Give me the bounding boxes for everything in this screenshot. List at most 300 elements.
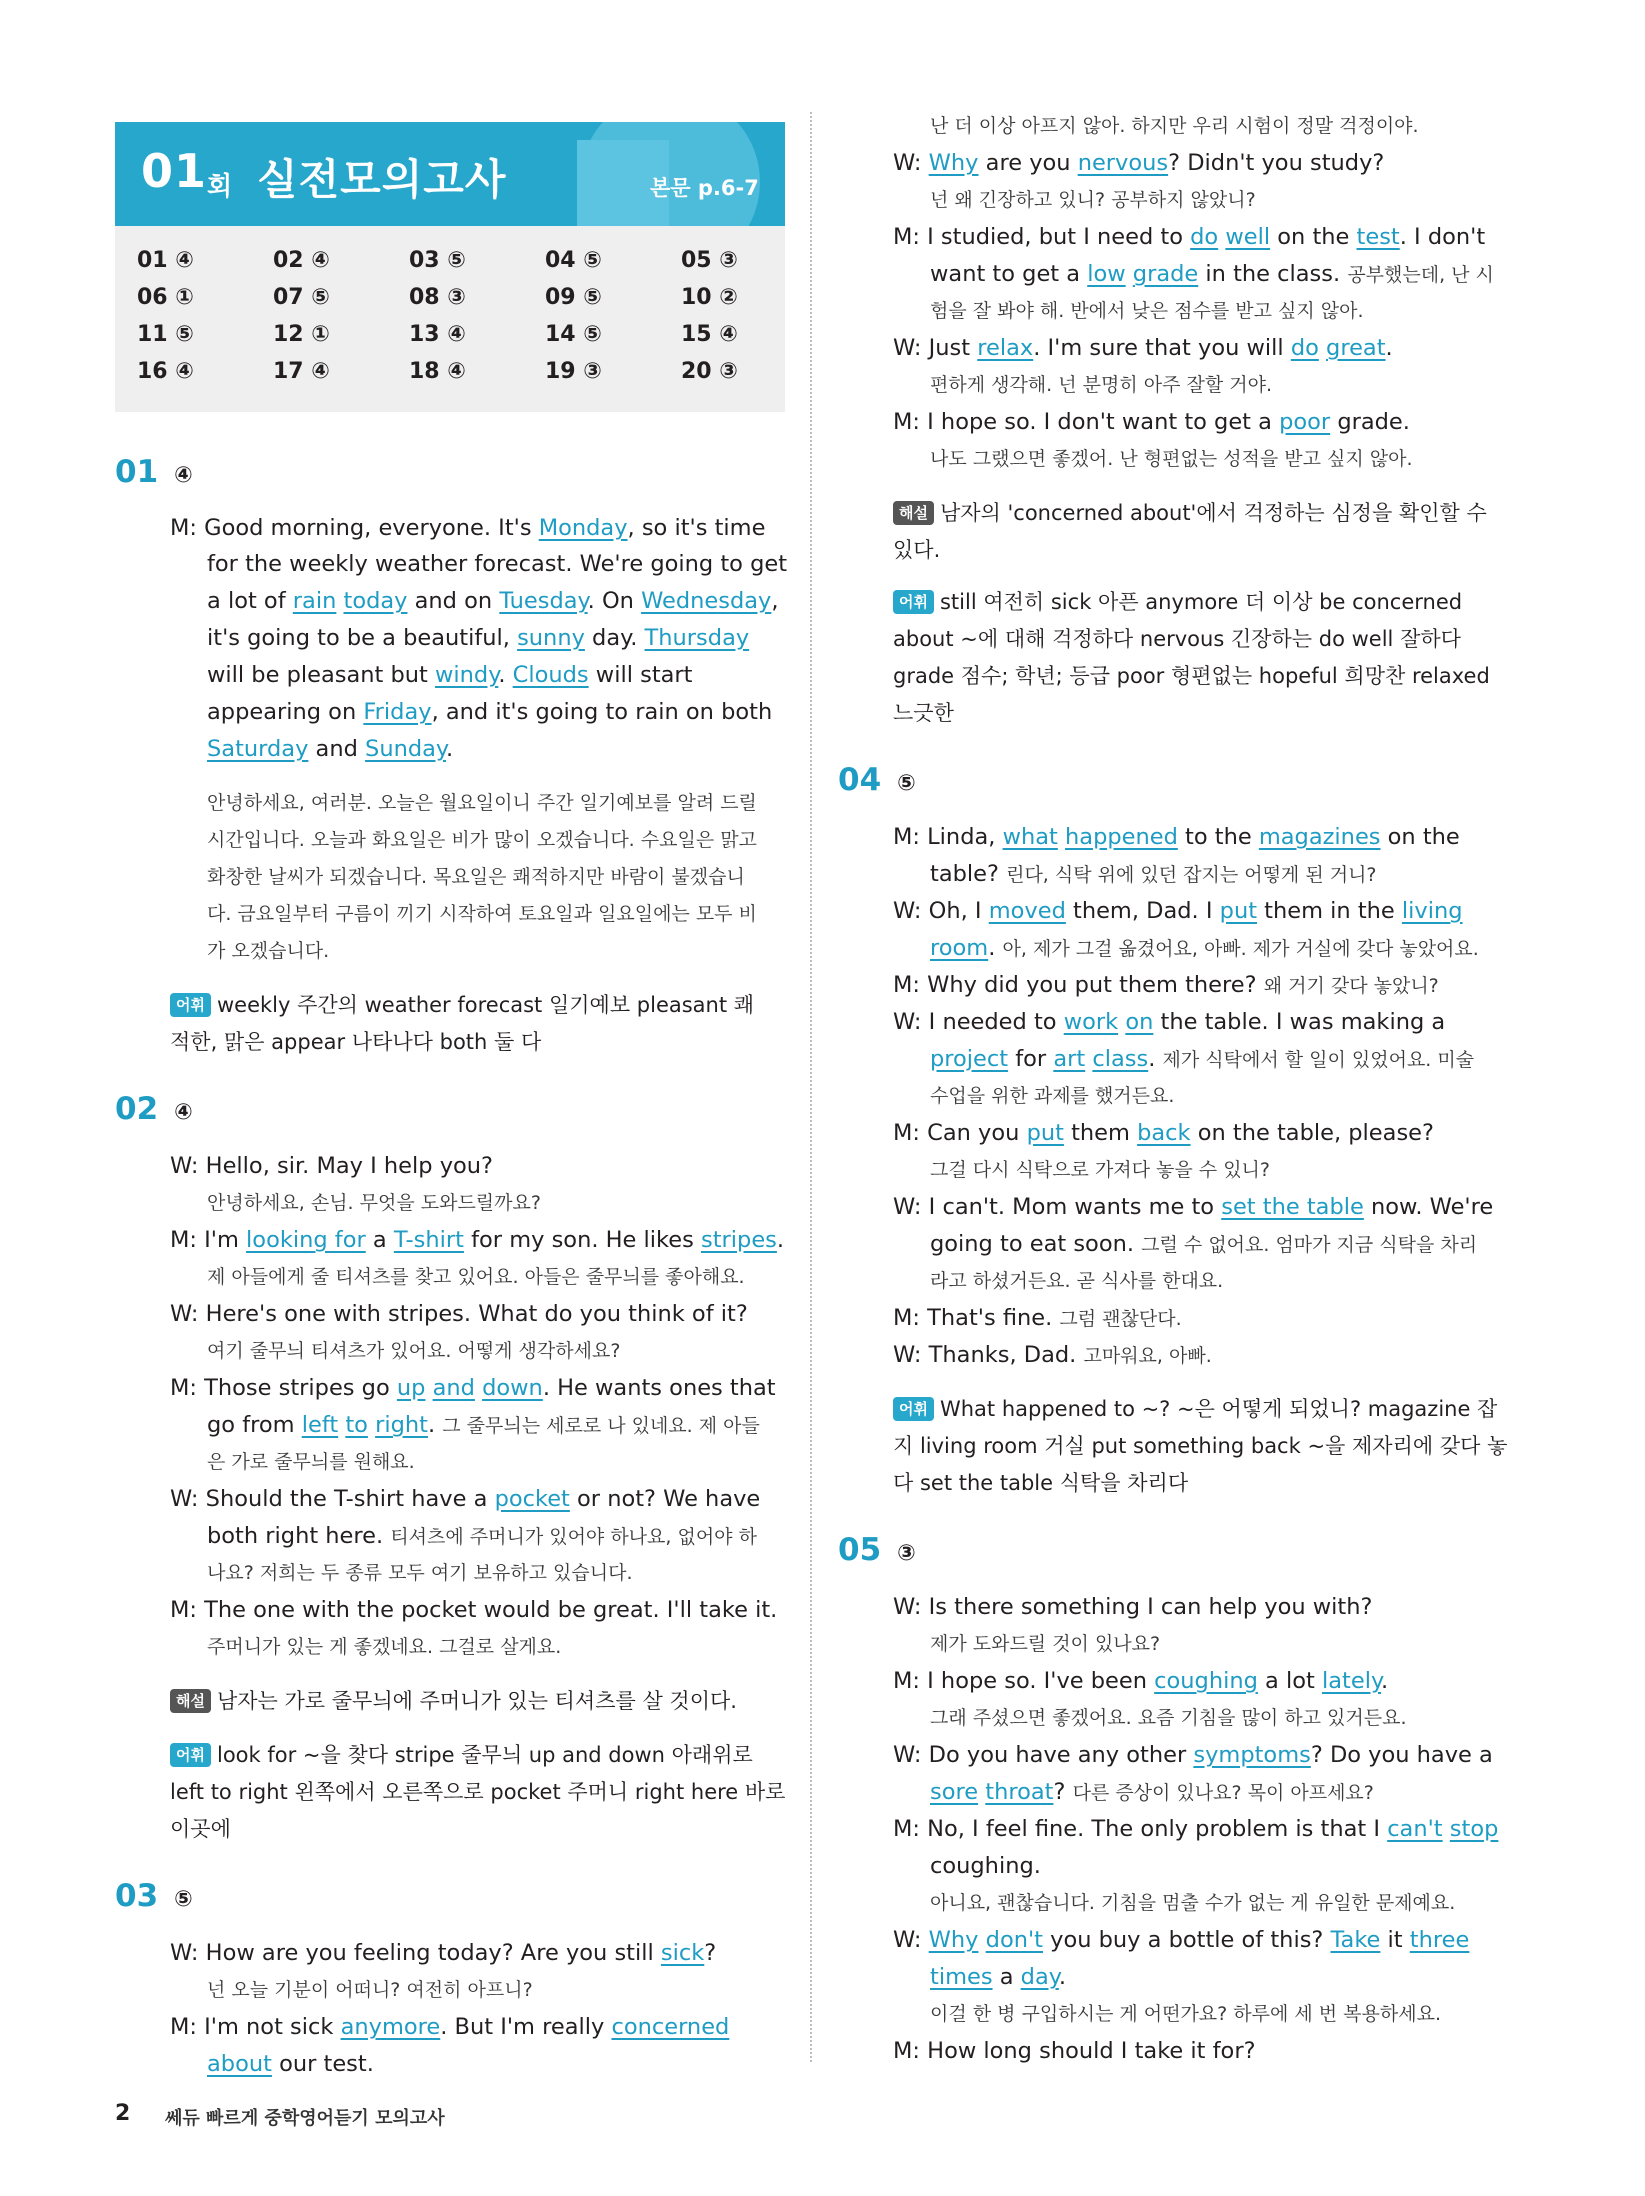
inline-translation: 아, 제가 그걸 옮겼어요, 아빠. 제가 거실에 갖다 놓았어요. — [1002, 938, 1479, 960]
script-line — [893, 893, 1463, 929]
keyword: put — [1219, 898, 1258, 924]
text-segment: M: I'm — [170, 1227, 247, 1253]
keyword: nervous — [1077, 150, 1169, 176]
script-line — [207, 546, 787, 582]
translation-line: 나도 그랬으면 좋겠어. 난 형편없는 성적을 받고 싶지 않아. — [930, 448, 1413, 470]
script-line — [207, 694, 772, 730]
keyword: and — [432, 1375, 475, 1401]
vocab-note: about ~에 대해 걱정하다 nervous 긴장하는 do well 잘하다 — [893, 627, 1461, 651]
script-line — [930, 1774, 1374, 1811]
text-segment: for — [1008, 1046, 1054, 1072]
vocab-tag: 어휘 — [893, 1397, 934, 1421]
answer-item: 14 ⑤ — [545, 322, 602, 347]
script-line — [207, 657, 693, 693]
script-line — [893, 145, 1384, 181]
explanation-note: 해설 남자는 가로 줄무늬에 주머니가 있는 티셔츠를 살 것이다. — [170, 1683, 737, 1719]
script-line — [893, 219, 1485, 255]
page-reference: 본문 p.6-7 — [650, 176, 759, 200]
test-title: 실전모의고사 — [257, 155, 507, 204]
keyword: Clouds — [512, 662, 589, 688]
text-segment: . — [776, 1227, 785, 1253]
answer-item: 11 ⑤ — [137, 322, 194, 347]
text-segment — [1443, 1816, 1450, 1842]
keyword: do — [1290, 335, 1319, 361]
text-segment: for the weekly weather forecast. We're going to get — [207, 551, 788, 577]
keyword: throat — [985, 1779, 1054, 1805]
inline-translation: 그 줄무늬는 세로로 나 있네요. 제 아들 — [442, 1415, 760, 1437]
text-segment: . — [1058, 1964, 1066, 1990]
text-segment: W: — [893, 1927, 929, 1953]
text-segment — [336, 588, 343, 614]
question-heading — [115, 1878, 193, 1914]
inline-translation: 그럴 수 없어요. 엄마가 지금 식탁을 차리 — [1141, 1234, 1478, 1256]
answer-item: 20 ③ — [681, 359, 738, 384]
text-segment: . I don't — [1399, 224, 1486, 250]
text-segment: W: I needed to — [893, 1009, 1064, 1035]
vocab-note: 어휘 What happened to ~? ~은 어떻게 되었니? magazine 잡 — [893, 1391, 1497, 1427]
keyword: work — [1063, 1009, 1119, 1035]
answer-item: 19 ③ — [545, 359, 602, 384]
vocab-note: left to right 왼쪽에서 오른쪽으로 pocket 주머니 right here 바로 — [170, 1780, 786, 1804]
keyword: looking for — [246, 1227, 366, 1253]
text-segment: and on — [407, 588, 500, 614]
keyword: can't — [1387, 1816, 1443, 1842]
vocab-tag: 어휘 — [170, 1743, 211, 1767]
text-segment: a — [365, 1227, 394, 1253]
keyword: coughing — [1154, 1668, 1258, 1694]
translation-line: 넌 왜 긴장하고 있니? 공부하지 않았니? — [930, 189, 1256, 211]
keyword: right — [375, 1412, 428, 1438]
script-line — [893, 1737, 1493, 1773]
text-segment: M: Those stripes go — [170, 1375, 397, 1401]
vocab-note: 적한, 맑은 appear 나타나다 both 둘 다 — [170, 1030, 542, 1054]
keyword: project — [930, 1046, 1009, 1072]
inline-translation: 제가 식탁에서 할 일이 있었어요. 미술 — [1162, 1049, 1475, 1071]
answer-item: 08 ③ — [409, 285, 466, 310]
text-segment — [979, 1927, 986, 1953]
text-segment: W: Hello, sir. May I help you? — [170, 1153, 493, 1179]
keyword: poor — [1279, 409, 1331, 435]
keyword: Monday — [538, 515, 628, 541]
keyword: room — [930, 935, 989, 961]
script-line — [893, 1189, 1493, 1225]
text-segment: for my son. He likes — [463, 1227, 701, 1253]
text-segment: on the table, please? — [1190, 1120, 1434, 1146]
text-segment: . On — [587, 588, 642, 614]
question-heading — [115, 1091, 193, 1127]
vocab-tag: 어휘 — [893, 590, 934, 614]
keyword: magazines — [1258, 824, 1381, 850]
vocab-note: 어휘 look for ~을 찾다 stripe 줄무늬 up and down 아래위로 — [170, 1737, 753, 1773]
keyword: low — [1087, 261, 1126, 287]
keyword: happened — [1065, 824, 1178, 850]
keyword: well — [1225, 224, 1271, 250]
text-segment: . — [1381, 1668, 1389, 1694]
text-segment: both right here. — [207, 1523, 391, 1549]
keyword: times — [930, 1964, 993, 1990]
keyword: put — [1026, 1120, 1064, 1146]
text-segment: go from — [207, 1412, 302, 1438]
text-segment: W: Just — [893, 335, 978, 361]
text-segment: or not? We have — [569, 1486, 761, 1512]
script-line — [893, 1811, 1498, 1847]
text-segment: W: Is there something I can help you with? — [893, 1594, 1373, 1620]
script-line — [930, 1848, 1041, 1884]
vocab-note: 느긋한 — [893, 701, 954, 725]
translation-line: 가 오겠습니다. — [207, 940, 330, 962]
text-segment: ? — [704, 1940, 717, 1966]
answer-item: 03 ⑤ — [409, 248, 466, 273]
keyword: class — [1092, 1046, 1149, 1072]
text-segment — [425, 1375, 432, 1401]
text-segment: , so it's time — [627, 515, 766, 541]
answer-item: 17 ④ — [273, 359, 330, 384]
text-segment: W: Should the T-shirt have a — [170, 1486, 495, 1512]
text-segment: want to get a — [930, 261, 1088, 287]
inline-translation: 공부했는데, 난 시 — [1347, 264, 1494, 286]
text-segment: M: I'm not sick — [170, 2014, 341, 2040]
script-line — [207, 1518, 757, 1555]
question-heading — [838, 1532, 916, 1568]
text-segment: . — [1385, 335, 1393, 361]
text-segment: on the — [1270, 224, 1357, 250]
script-line — [893, 1300, 1182, 1337]
question-answer: ③ — [897, 1541, 916, 1566]
inline-translation: 티셔츠에 주머니가 있어야 하나요, 없어야 하 — [390, 1526, 757, 1548]
keyword: relax — [977, 335, 1034, 361]
explain-tag: 해설 — [170, 1689, 211, 1713]
text-segment: . — [498, 662, 513, 688]
translation-line: 안녕하세요, 여러분. 오늘은 월요일이니 주간 일기예보를 알려 드릴 — [207, 792, 757, 814]
text-segment: W: How are you feeling today? Are you still — [170, 1940, 661, 1966]
text-segment: the table. I was making a — [1153, 1009, 1446, 1035]
text-segment — [1058, 824, 1065, 850]
script-line — [893, 1663, 1388, 1699]
text-segment: going to eat soon. — [930, 1231, 1142, 1257]
book-title: 쎄듀 빠르게 중학영어듣기 모의고사 — [165, 2108, 445, 2129]
keyword: on — [1125, 1009, 1154, 1035]
script-line — [170, 2009, 729, 2045]
text-segment: M: How long should I take it for? — [893, 2038, 1256, 2064]
text-segment: ? Do you have a — [1310, 1742, 1493, 1768]
answer-item: 12 ① — [273, 322, 330, 347]
keyword: what — [1002, 824, 1058, 850]
translation-line: 은 가로 줄무늬를 원해요. — [207, 1451, 415, 1473]
text-segment: it's going to be a beautiful, — [207, 625, 518, 651]
translation-line: 제 아들에게 줄 티셔츠를 찾고 있어요. 아들은 줄무늬를 좋아해요. — [207, 1266, 745, 1288]
script-line — [170, 1148, 493, 1184]
text-segment: . — [427, 1412, 443, 1438]
keyword: Thursday — [644, 625, 750, 651]
script-line — [893, 967, 1439, 1004]
column-divider — [810, 112, 812, 2062]
vocab-note: 지 living room 거실 put something back ~을 제자리에 갖다 놓 — [893, 1434, 1508, 1458]
keyword: day — [1020, 1964, 1059, 1990]
question-number: 04 — [838, 762, 882, 798]
text-segment: now. We're — [1363, 1194, 1494, 1220]
vocab-note: 어휘 still 여전히 sick 아픈 anymore 더 이상 be concerned — [893, 584, 1462, 620]
text-segment: M: I studied, but I need to — [893, 224, 1191, 250]
text-segment: . He wants ones that — [542, 1375, 776, 1401]
script-line — [930, 1041, 1474, 1078]
explanation-note: 해설 남자의 'concerned about'에서 걱정하는 심정을 확인할 수 — [893, 495, 1487, 531]
script-line — [893, 1337, 1212, 1374]
translation-line: 편하게 생각해. 넌 분명히 아주 잘할 거야. — [930, 374, 1272, 396]
keyword: windy — [435, 662, 499, 688]
script-line — [930, 256, 1494, 293]
answer-item: 09 ⑤ — [545, 285, 602, 310]
keyword: Why — [928, 150, 979, 176]
text-segment: M: Linda, — [893, 824, 1003, 850]
question-answer: ④ — [174, 463, 193, 488]
keyword: great — [1326, 335, 1386, 361]
translation-line: 시간입니다. 오늘과 화요일은 비가 많이 오겠습니다. 수요일은 맑고 — [207, 829, 757, 851]
text-segment: M: No, I feel fine. The only problem is that I — [893, 1816, 1388, 1842]
script-line — [207, 583, 779, 619]
keyword: about — [207, 2051, 272, 2077]
keyword: rain — [292, 588, 337, 614]
keyword: left — [301, 1412, 339, 1438]
text-segment: M: That's fine. — [893, 1305, 1060, 1331]
answer-item: 04 ⑤ — [545, 248, 602, 273]
text-segment: a lot — [1257, 1668, 1322, 1694]
translation-line: 아니요, 괜찮습니다. 기침을 멈출 수가 없는 게 유일한 문제예요. — [930, 1892, 1456, 1914]
text-segment: M: The one with the pocket would be great. I'll take it. — [170, 1597, 778, 1623]
text-segment: M: Good morning, everyone. It's — [170, 515, 539, 541]
keyword: don't — [985, 1927, 1043, 1953]
script-line — [893, 330, 1393, 366]
question-number: 03 — [115, 1878, 159, 1914]
script-line — [170, 1370, 776, 1406]
script-line — [930, 1959, 1066, 1995]
script-line — [893, 1004, 1445, 1040]
keyword: living — [1401, 898, 1463, 924]
script-line — [170, 1935, 716, 1971]
answer-item: 05 ③ — [681, 248, 738, 273]
keyword: today — [343, 588, 408, 614]
text-segment: , and it's going to rain on both — [431, 699, 773, 725]
script-line — [170, 1296, 748, 1332]
text-segment: a lot of — [207, 588, 293, 614]
text-segment: will start — [588, 662, 693, 688]
keyword: stripes — [701, 1227, 777, 1253]
text-segment — [368, 1412, 375, 1438]
translation-line: 라고 하셨거든요. 곧 식사를 한대요. — [930, 1270, 1224, 1292]
keyword: up — [396, 1375, 426, 1401]
text-segment: on the — [1380, 824, 1460, 850]
text-segment: W: Thanks, Dad. — [893, 1342, 1084, 1368]
translation-line: 여기 줄무늬 티셔츠가 있어요. 어떻게 생각하세요? — [207, 1340, 621, 1362]
test-banner — [115, 122, 785, 226]
answer-item: 06 ① — [137, 285, 194, 310]
translation-line: 그래 주셨으면 좋겠어요. 요즘 기침을 많이 하고 있거든요. — [930, 1707, 1407, 1729]
translation-line: 주머니가 있는 게 좋겠네요. 그걸로 살게요. — [207, 1636, 562, 1658]
answer-item: 18 ④ — [409, 359, 466, 384]
text-segment: table? — [930, 861, 1007, 887]
keyword: Saturday — [207, 736, 309, 762]
test-number: 01 — [141, 144, 208, 198]
vocab-tag: 어휘 — [170, 993, 211, 1017]
keyword: sick — [660, 1940, 705, 1966]
answer-key — [115, 226, 785, 412]
text-segment: W: Here's one with stripes. What do you think of it? — [170, 1301, 748, 1327]
translation-line: 험을 잘 봐야 해. 반에서 낮은 점수를 받고 싶지 않아. — [930, 300, 1364, 322]
text-segment: . — [988, 935, 1003, 961]
script-line — [893, 1589, 1372, 1625]
translation-line: 나요? 저희는 두 종류 모두 여기 보유하고 있습니다. — [207, 1562, 633, 1584]
script-line — [930, 930, 1479, 967]
script-line — [893, 1115, 1434, 1151]
text-segment: you buy a bottle of this? — [1042, 1927, 1331, 1953]
answer-item: 02 ④ — [273, 248, 330, 273]
answer-item: 07 ⑤ — [273, 285, 330, 310]
text-segment: W: I can't. Mom wants me to — [893, 1194, 1222, 1220]
vocab-note: 다 set the table 식탁을 차리다 — [893, 1471, 1189, 1495]
text-segment: in the class. — [1198, 261, 1348, 287]
vocab-note: 이곳에 — [170, 1817, 231, 1841]
keyword: set the table — [1221, 1194, 1364, 1220]
inline-translation: 다른 증상이 있나요? 목이 아프세요? — [1072, 1782, 1374, 1804]
answer-item: 01 ④ — [137, 248, 194, 273]
keyword: Why — [928, 1927, 979, 1953]
keyword: moved — [988, 898, 1066, 924]
text-segment: . I'm sure that you will — [1033, 335, 1291, 361]
text-segment: W: Do you have any other — [893, 1742, 1194, 1768]
keyword: to — [345, 1412, 368, 1438]
translation-line: 수업을 위한 과제를 했거든요. — [930, 1085, 1175, 1107]
text-segment: . — [446, 736, 454, 762]
text-segment: are you — [978, 150, 1078, 176]
keyword: sore — [930, 1779, 979, 1805]
script-line — [170, 1222, 784, 1258]
translation-line: 화창한 날씨가 되겠습니다. 목요일은 쾌적하지만 바람이 불겠습니 — [207, 866, 745, 888]
translation-line: 넌 오늘 기분이 어떠니? 여전히 아프니? — [207, 1979, 533, 2001]
script-line — [207, 620, 749, 656]
translation-line: 이걸 한 병 구입하시는 게 어떤가요? 하루에 세 번 복용하세요. — [930, 2003, 1441, 2025]
translation-line: 그걸 다시 식탁으로 가져다 놓을 수 있니? — [930, 1159, 1270, 1181]
question-number: 01 — [115, 454, 159, 490]
inline-translation: 고마워요, 아빠. — [1083, 1345, 1212, 1367]
keyword: Tuesday — [499, 588, 588, 614]
vocab-note: 어휘 weekly 주간의 weather forecast 일기예보 pleasant 쾌 — [170, 987, 754, 1023]
keyword: symptoms — [1193, 1742, 1311, 1768]
question-heading — [838, 762, 916, 798]
text-segment: them — [1063, 1120, 1138, 1146]
keyword: art — [1053, 1046, 1086, 1072]
question-answer: ⑤ — [174, 1887, 193, 1912]
keyword: anymore — [340, 2014, 441, 2040]
text-segment: it — [1380, 1927, 1410, 1953]
script-line — [893, 404, 1410, 440]
keyword: sunny — [517, 625, 585, 651]
keyword: Take — [1330, 1927, 1381, 1953]
translation-line: 난 더 이상 아프지 않아. 하지만 우리 시험이 정말 걱정이야. — [930, 115, 1419, 137]
text-segment: grade. — [1330, 409, 1410, 435]
keyword: do — [1190, 224, 1219, 250]
keyword: down — [482, 1375, 543, 1401]
text-segment: them, Dad. I — [1065, 898, 1220, 924]
text-segment: . But I'm really — [440, 2014, 612, 2040]
text-segment: coughing. — [930, 1853, 1041, 1879]
keyword: three — [1409, 1927, 1470, 1953]
text-segment — [1126, 261, 1133, 287]
keyword: grade — [1132, 261, 1199, 287]
keyword: Wednesday — [641, 588, 772, 614]
script-line — [207, 731, 453, 767]
inline-translation: 왜 거기 갖다 놓았니? — [1263, 975, 1439, 997]
text-segment: and — [308, 736, 366, 762]
text-segment: our test. — [271, 2051, 374, 2077]
keyword: lately — [1321, 1668, 1382, 1694]
script-line — [170, 1481, 760, 1517]
text-segment: , — [771, 588, 779, 614]
text-segment: M: Why did you put them there? — [893, 972, 1264, 998]
text-segment: M: Can you — [893, 1120, 1027, 1146]
script-line — [893, 2033, 1256, 2069]
page-number: 2 — [115, 2101, 131, 2126]
test-number-suffix: 회 — [207, 172, 233, 202]
script-line — [207, 1407, 760, 1444]
script-line — [170, 510, 765, 546]
answer-item: 10 ② — [681, 285, 738, 310]
text-segment: W: — [893, 150, 929, 176]
text-segment: them in the — [1257, 898, 1402, 924]
keyword: back — [1137, 1120, 1191, 1146]
keyword: T-shirt — [393, 1227, 464, 1253]
keyword: pocket — [494, 1486, 570, 1512]
script-line — [207, 2046, 374, 2082]
text-segment: to the — [1177, 824, 1259, 850]
script-line — [930, 856, 1377, 893]
text-segment: will be pleasant but — [207, 662, 436, 688]
keyword: test — [1356, 224, 1400, 250]
translation-line: 제가 도와드릴 것이 있나요? — [930, 1633, 1161, 1655]
question-answer: ④ — [174, 1100, 193, 1125]
explanation-note: 있다. — [893, 538, 941, 562]
keyword: Sunday — [365, 736, 447, 762]
text-segment — [1319, 335, 1326, 361]
question-answer: ⑤ — [897, 771, 916, 796]
text-segment: . — [1148, 1046, 1163, 1072]
vocab-note: grade 점수; 학년; 등급 poor 형편없는 hopeful 희망찬 relaxed — [893, 664, 1490, 688]
answer-item: 16 ④ — [137, 359, 194, 384]
question-number: 05 — [838, 1532, 882, 1568]
text-segment: appearing on — [207, 699, 364, 725]
text-segment: M: I hope so. I don't want to get a — [893, 409, 1280, 435]
script-line — [930, 1226, 1477, 1263]
keyword: Friday — [363, 699, 432, 725]
answer-item: 15 ④ — [681, 322, 738, 347]
keyword: stop — [1449, 1816, 1499, 1842]
script-line — [170, 1592, 777, 1628]
explain-tag: 해설 — [893, 501, 934, 525]
question-heading — [115, 454, 193, 490]
text-segment: ? — [1053, 1779, 1073, 1805]
text-segment: a — [992, 1964, 1021, 1990]
script-line — [893, 1922, 1469, 1958]
text-segment: day. — [584, 625, 645, 651]
translation-line: 다. 금요일부터 구름이 끼기 시작하여 토요일과 일요일에는 모두 비 — [207, 903, 757, 925]
text-segment: M: I hope so. I've been — [893, 1668, 1155, 1694]
text-segment: W: Oh, I — [893, 898, 989, 924]
text-segment: ? Didn't you study? — [1168, 150, 1385, 176]
translation-line: 안녕하세요, 손님. 무엇을 도와드릴까요? — [207, 1192, 541, 1214]
inline-translation: 린다, 식탁 위에 있던 잡지는 어떻게 된 거니? — [1006, 864, 1377, 886]
answer-item: 13 ④ — [409, 322, 466, 347]
inline-translation: 그럼 괜찮단다. — [1059, 1308, 1182, 1330]
keyword: concerned — [611, 2014, 730, 2040]
question-number: 02 — [115, 1091, 159, 1127]
